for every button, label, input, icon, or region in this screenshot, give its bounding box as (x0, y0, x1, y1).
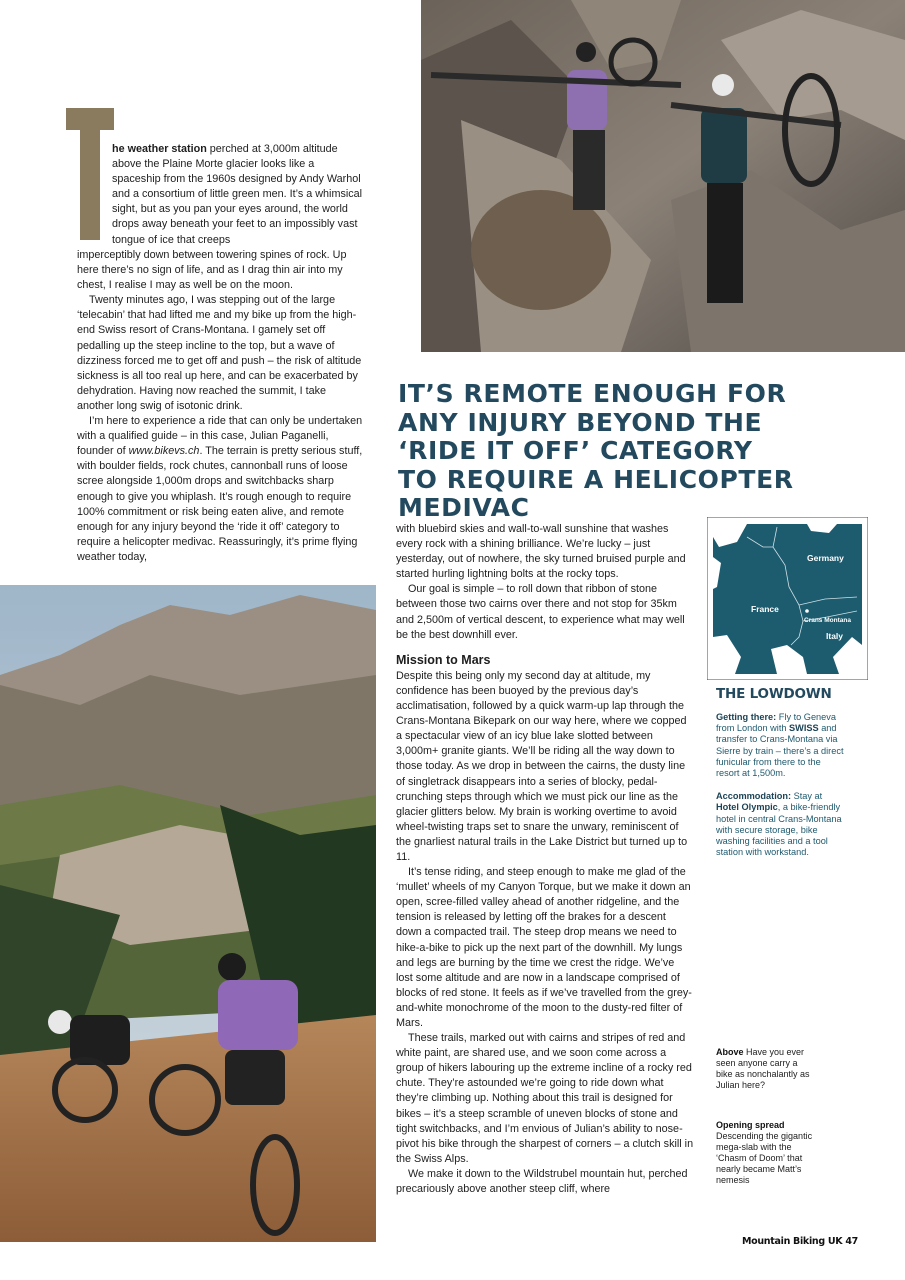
lowdown-title: THE LOWDOWN (716, 686, 832, 702)
getting-there-text-b: and transfer to Crans-Montana via Sierre by train – there’s a direct funicular from there to the resort at 1,500m. (716, 723, 844, 779)
hotel-name: Hotel Olympic (716, 802, 778, 813)
column-two-text (396, 522, 694, 1197)
page-folio (742, 1236, 858, 1247)
photo-descent-trail (0, 585, 376, 1242)
intro-paragraph (112, 142, 364, 248)
paragraph-trails: These trails, marked out with cairns and stripes of red and white paint, are shared use, and we soon come across a group of hikers labouring up the extreme incline of a rocky red chute. They’re astounded we’re going to ride down what they’re climbing up. Nothing about this trail is designed for bikes – it’s a steep scramble of uneven blocks of stone and tight switchbacks, and I’m envious of Julian’s ability to nose-pivot his bike through the sharpest of corners – a clutch skill in the Swiss Alps. (396, 1032, 694, 1165)
getting-there-text-a: Fly to Geneva from London with (716, 712, 836, 734)
lowdown-getting-there (716, 712, 846, 779)
column-one-text (77, 248, 365, 565)
bikevs-url: www.bikevs.ch (128, 445, 200, 458)
intro-lead-text: perched at 3,000m altitude above the Plaine Morte glacier looks like a spaceship from the 1960s designed by Andy Warhol and a consortium of little green men. It’s a whimsical sight, but as you pan your eyes around, the world drops away beneath your feet to an impossibly vast tongue of ice that creeps (112, 143, 363, 246)
paragraph-guide-text-b: . The terrain is pretty serious stuff, with boulder fields, rock chutes, cannonball runs of loose scree alongside 1,000m drops and switchbacks sharp enough to give you whiplash. It’s rough enough to require 100% commitment or risk being eaten alive, and remote enough for any injury beyond the ‘ride it off’ category to require a helicopter medivac. Reassuringly, it’s prime flying weather today, (77, 445, 363, 563)
caption-above-label: Above (716, 1047, 744, 1057)
swiss-brand: SWISS (789, 723, 819, 734)
subheading-mission-to-mars: Mission to Mars (396, 652, 491, 667)
map-label-crans-montana: Crans Montana (804, 617, 851, 624)
paragraph-telecabin: Twenty minutes ago, I was stepping out of the large ‘telecabin’ that had lifted me and my bike up from the high-end Swiss resort of Crans-Montana. I gamely set off pedalling up the steep incline to the top, but a wave of dizziness forced me to get off and push – the risk of altitude sickness is all too real up here, and can be exacerbated by dehydration. Having now reached the summit, I take another long swig of isotonic drink. (77, 294, 362, 412)
paragraph-wildstrubel: We make it down to the Wildstrubel mountain hut, perched precariously above another steep cliff, where (396, 1167, 688, 1196)
magazine-name: Mountain Biking UK (741, 1236, 843, 1247)
photo-hike-a-bike (421, 0, 905, 352)
paragraph-acclimatisation: Despite this being only my second day at altitude, my confidence has been buoyed by the previous day’s acclimatisation, followed by a quick warm-up lap through the Crans-Montana Bikepark on our way here, where we copped a spectacular view of an icy blue lake slotted between 3,000m+ granite giants. We’ll be riding all the way down to those today. As we drop in between the cairns, the dusty line of singletrack disappears into a series of blocky, pedal-crunching steps through which we must pick our line as the glacier glitters below. My brain is working overtime to avoid wheel-twisting traps set to snare the unwary, reminiscent of the gnarliest natural trails in the Lake District but turned up to 11. (396, 669, 688, 863)
lowdown-accommodation (716, 791, 846, 858)
map-label-germany: Germany (807, 553, 844, 563)
accommodation-text-b: , a bike-friendly hotel in central Crans-Montana with secure storage, bike washing facilities and a tool station with workstand. (716, 802, 842, 858)
caption-opening-spread (716, 1120, 816, 1186)
paragraph-goal: Our goal is simple – to roll down that ribbon of stone between those two cairns over there and not stop for 35km and 2,500m of vertical descent, to experience what may well be the best downhill ever. (396, 583, 685, 641)
map-label-france: France (751, 604, 779, 614)
paragraph-guide-text-a: I’m here to experience a ride that can only be undertaken with a qualified guide – in this case, Julian Paganelli, founder of (77, 415, 363, 458)
map-label-italy: Italy (826, 631, 844, 641)
accommodation-label: Accommodation: (716, 791, 792, 802)
caption-spread-text: Descending the gigantic mega-slab with the ‘Chasm of Doom’ that nearly became Matt’s nemesis (716, 1131, 813, 1185)
pull-quote: IT’S REMOTE ENOUGH FOR ANY INJURY BEYOND THE ‘RIDE IT OFF’ CATEGORY TO REQUIRE A HELICOPTER MEDIVAC (398, 379, 794, 522)
caption-spread-label: Opening spread (716, 1120, 785, 1130)
getting-there-label: Getting there: (716, 712, 777, 722)
accommodation-text-a: Stay at (791, 791, 823, 802)
caption-above-text: Have you ever seen anyone carry a bike as nonchalantly as Julian here? (716, 1047, 810, 1090)
paragraph-guide (77, 414, 365, 565)
drop-cap (66, 108, 114, 240)
page-number: 47 (845, 1236, 858, 1247)
intro-continued: imperceptibly down between towering spines of rock. Up here there’s no sign of life, and as I drag thin air into my chest, I realise I may as well be on the moon. (77, 249, 347, 292)
location-map (707, 517, 868, 680)
intro-lead-bold: he weather station (112, 143, 207, 155)
lowdown-box (716, 712, 846, 858)
caption-above (716, 1047, 816, 1091)
paragraph-tense-riding: It’s tense riding, and steep enough to make me glad of the ‘mullet’ wheels of my Canyon Torque, but we make it down an open, scree-filled valley ahead of another ridgeline, and the tension is released by letting off the brakes for a descent down a compacted trail. The steep drop means we need to hike-a-bike to pick up the next part of the downhill. My lungs and legs are burning by the time we crest the ridge. We’ve lost some altitude and are now in a landscape comprised of blocks of red stone. It feels as if we’ve travelled from the grey-and-white monochrome of the moon to the dusty-red filter of Mars. (396, 866, 692, 1029)
paragraph-bluebird: with bluebird skies and wall-to-wall sunshine that washes every rock with a shining brilliance. We’re lucky – just yesterday, out of nowhere, the sky turned bruised purple and started hurling lightning bolts at the rocky tops. (396, 523, 686, 581)
